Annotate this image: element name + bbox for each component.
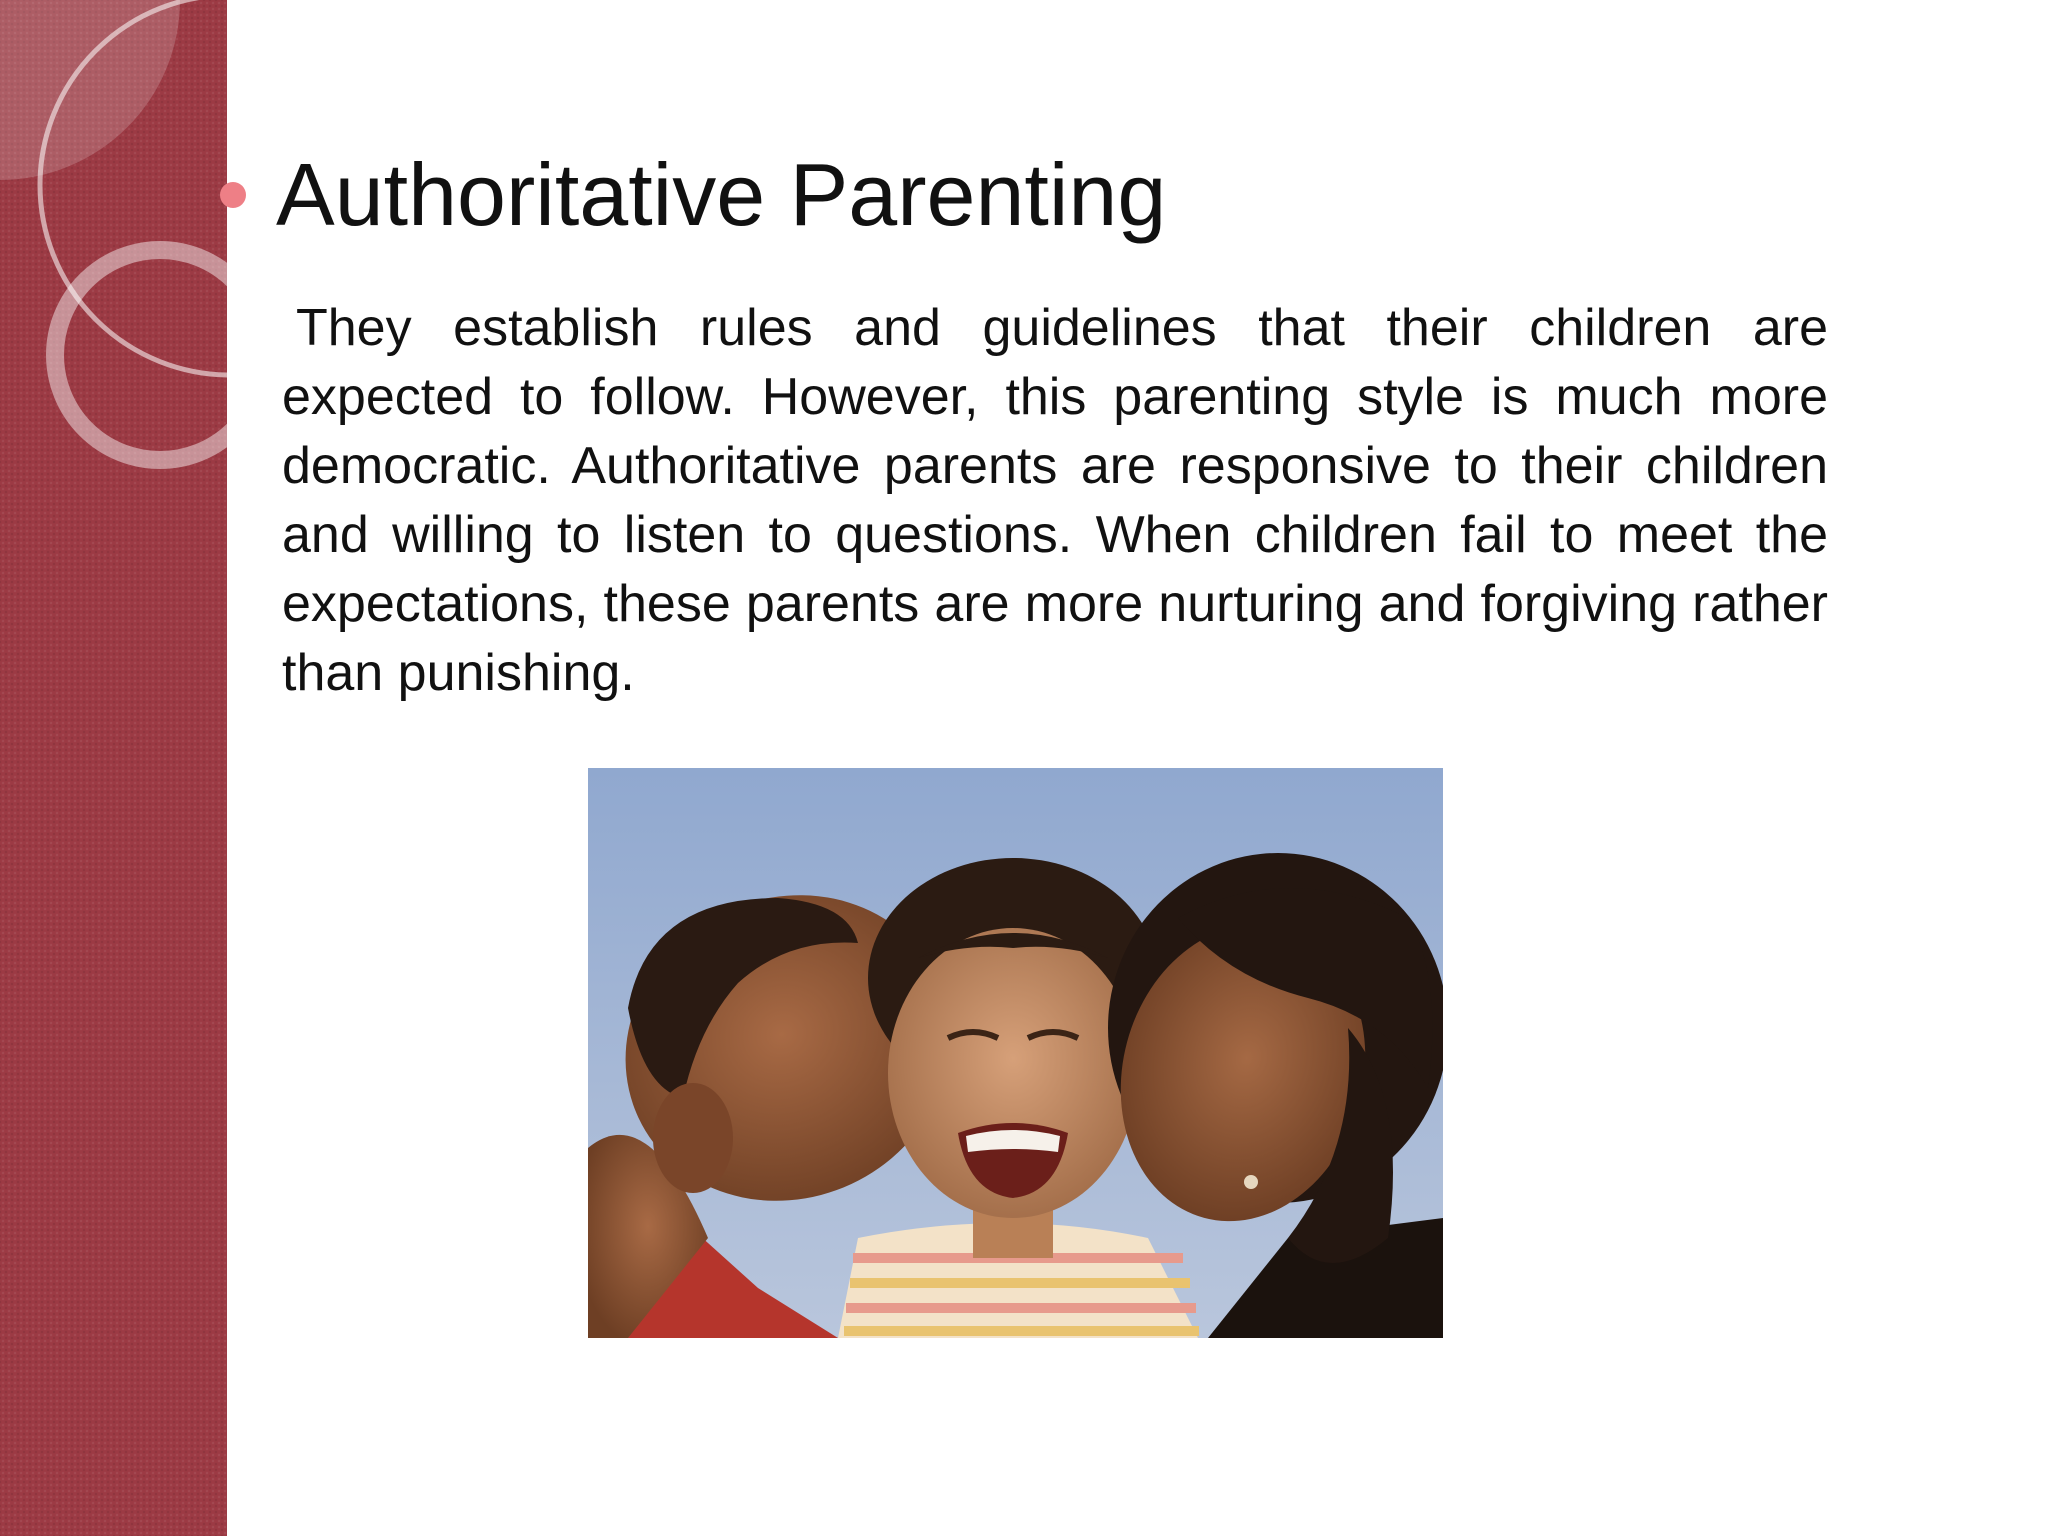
family-photo bbox=[588, 768, 1443, 1338]
decorative-circles bbox=[0, 0, 227, 520]
decorative-sidebar bbox=[0, 0, 227, 1536]
slide-title: Authoritative Parenting bbox=[276, 145, 1167, 244]
title-row bbox=[220, 140, 1166, 250]
bullet-icon bbox=[220, 182, 246, 208]
slide-body-text: They establish rules and guidelines that their children are expected to follow. However, this parenting style is much more democratic. Authoritative parents are responsive to their children and willing to listen to questions. When children fail to meet the expectations, these parents are more nurturing and forgiving rather than punishing. bbox=[282, 299, 1828, 702]
